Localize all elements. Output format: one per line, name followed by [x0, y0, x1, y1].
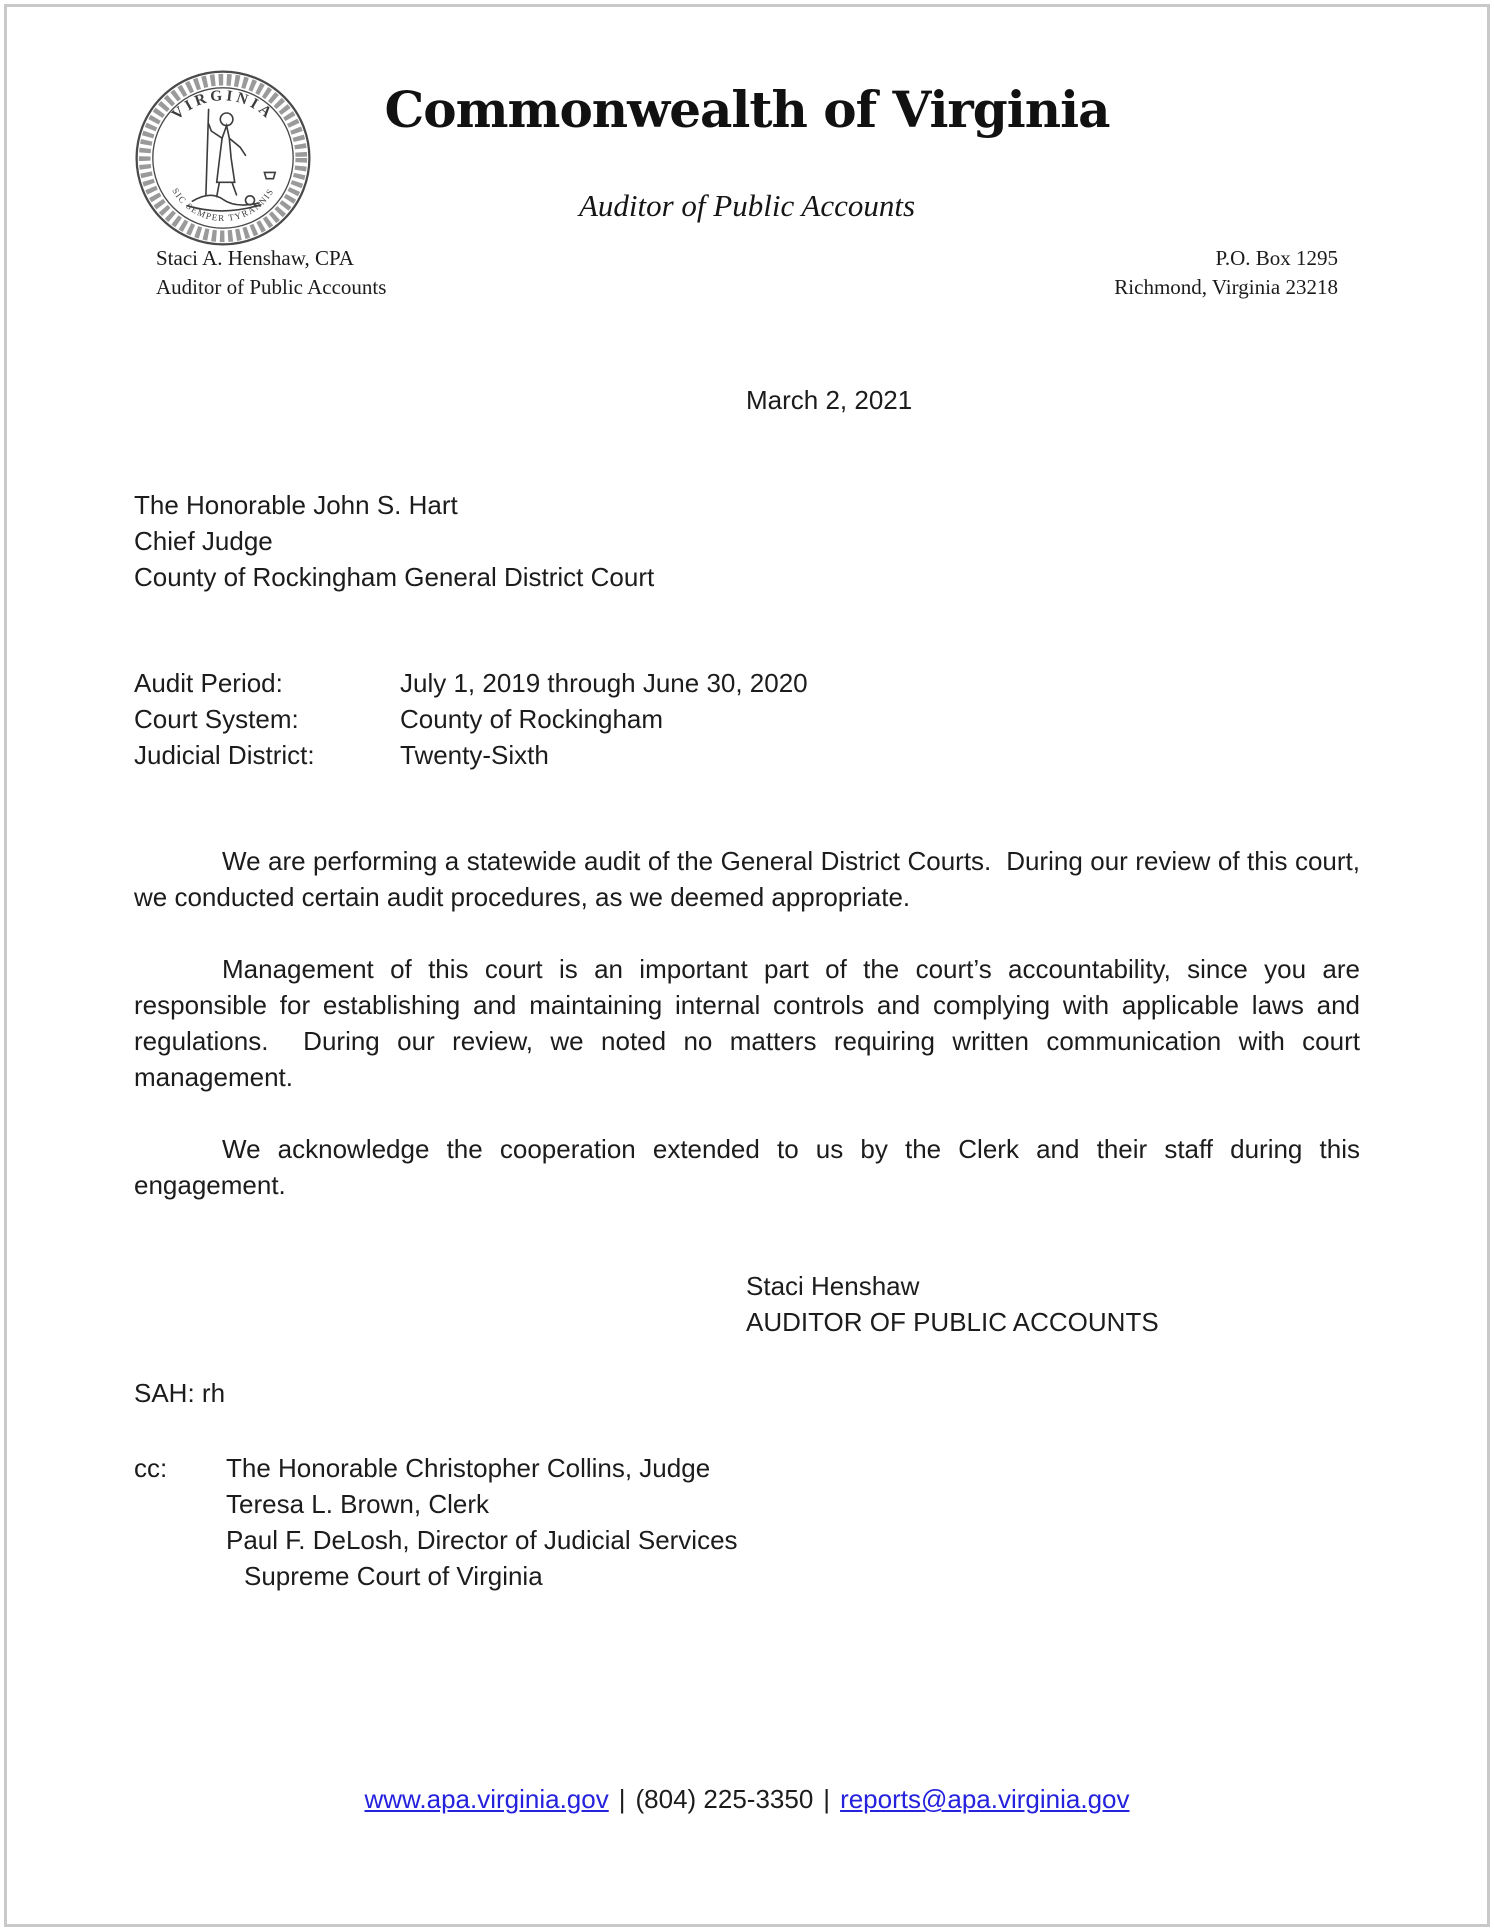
audit-details — [134, 665, 808, 773]
seal-bottom-text: SIC SEMPER TYRANNIS — [170, 186, 276, 224]
footer-phone: (804) 225-3350 — [635, 1784, 814, 1814]
return-address — [1114, 244, 1338, 302]
address-city: Richmond, Virginia 23218 — [1114, 275, 1338, 299]
official-name: Staci A. Henshaw, CPA — [156, 246, 354, 270]
footer-separator: | — [618, 1784, 626, 1814]
letter-body — [134, 843, 1368, 1239]
footer-contact — [0, 1784, 1494, 1815]
paragraph-3: We acknowledge the cooperation extended to us by the Clerk and their staff during this engagement. — [134, 1134, 1368, 1200]
detail-value: County of Rockingham — [400, 704, 664, 734]
email-link[interactable]: reports@apa.virginia.gov — [840, 1784, 1130, 1814]
detail-label: Court System: — [134, 704, 299, 734]
cc-item: Supreme Court of Virginia — [244, 1561, 543, 1591]
detail-value: Twenty-Sixth — [400, 740, 549, 770]
paragraph-2: Management of this court is an important part of the court’s accountability, since you are responsible for establishing and maintaining internal controls and complying with applicable laws and regulations. During our review, we noted no matters requiring written communication with court management. — [134, 954, 1368, 1092]
cc-list — [226, 1450, 738, 1594]
reference-initials: SAH: rh — [134, 1378, 226, 1408]
website-link[interactable]: www.apa.virginia.gov — [364, 1784, 609, 1814]
detail-row — [134, 665, 808, 701]
cc-block — [134, 1450, 738, 1594]
detail-label: Judicial District: — [134, 740, 315, 770]
paragraph-1: We are performing a statewide audit of the General District Courts. During our review of this court, we conducted certain audit procedures, as we deemed appropriate. — [134, 846, 1368, 912]
signature-block — [746, 1268, 1159, 1340]
footer-separator: | — [823, 1784, 831, 1814]
letter-date: March 2, 2021 — [746, 385, 913, 415]
detail-value: July 1, 2019 through June 30, 2020 — [400, 668, 808, 698]
detail-row — [134, 737, 808, 773]
recipient-court: County of Rockingham General District Court — [134, 562, 655, 592]
cc-item: Paul F. DeLosh, Director of Judicial Services — [226, 1525, 738, 1555]
signature-title: AUDITOR OF PUBLIC ACCOUNTS — [746, 1307, 1159, 1337]
detail-row — [134, 701, 808, 737]
recipient-title: Chief Judge — [134, 526, 273, 556]
recipient-name: The Honorable John S. Hart — [134, 490, 458, 520]
cc-label: cc: — [134, 1453, 168, 1483]
header-subtitle: Auditor of Public Accounts — [578, 188, 916, 223]
address-po-box: P.O. Box 1295 — [1215, 246, 1338, 270]
official-block — [156, 244, 386, 302]
official-title: Auditor of Public Accounts — [156, 275, 387, 299]
seal-top-text: VIRGINIA — [168, 87, 278, 124]
cc-item: Teresa L. Brown, Clerk — [226, 1489, 489, 1519]
recipient-block — [134, 487, 654, 595]
signature-name: Staci Henshaw — [746, 1271, 920, 1301]
page-title: Commonwealth of Virginia — [384, 80, 1110, 139]
detail-label: Audit Period: — [134, 668, 283, 698]
cc-item: The Honorable Christopher Collins, Judge — [226, 1453, 711, 1483]
